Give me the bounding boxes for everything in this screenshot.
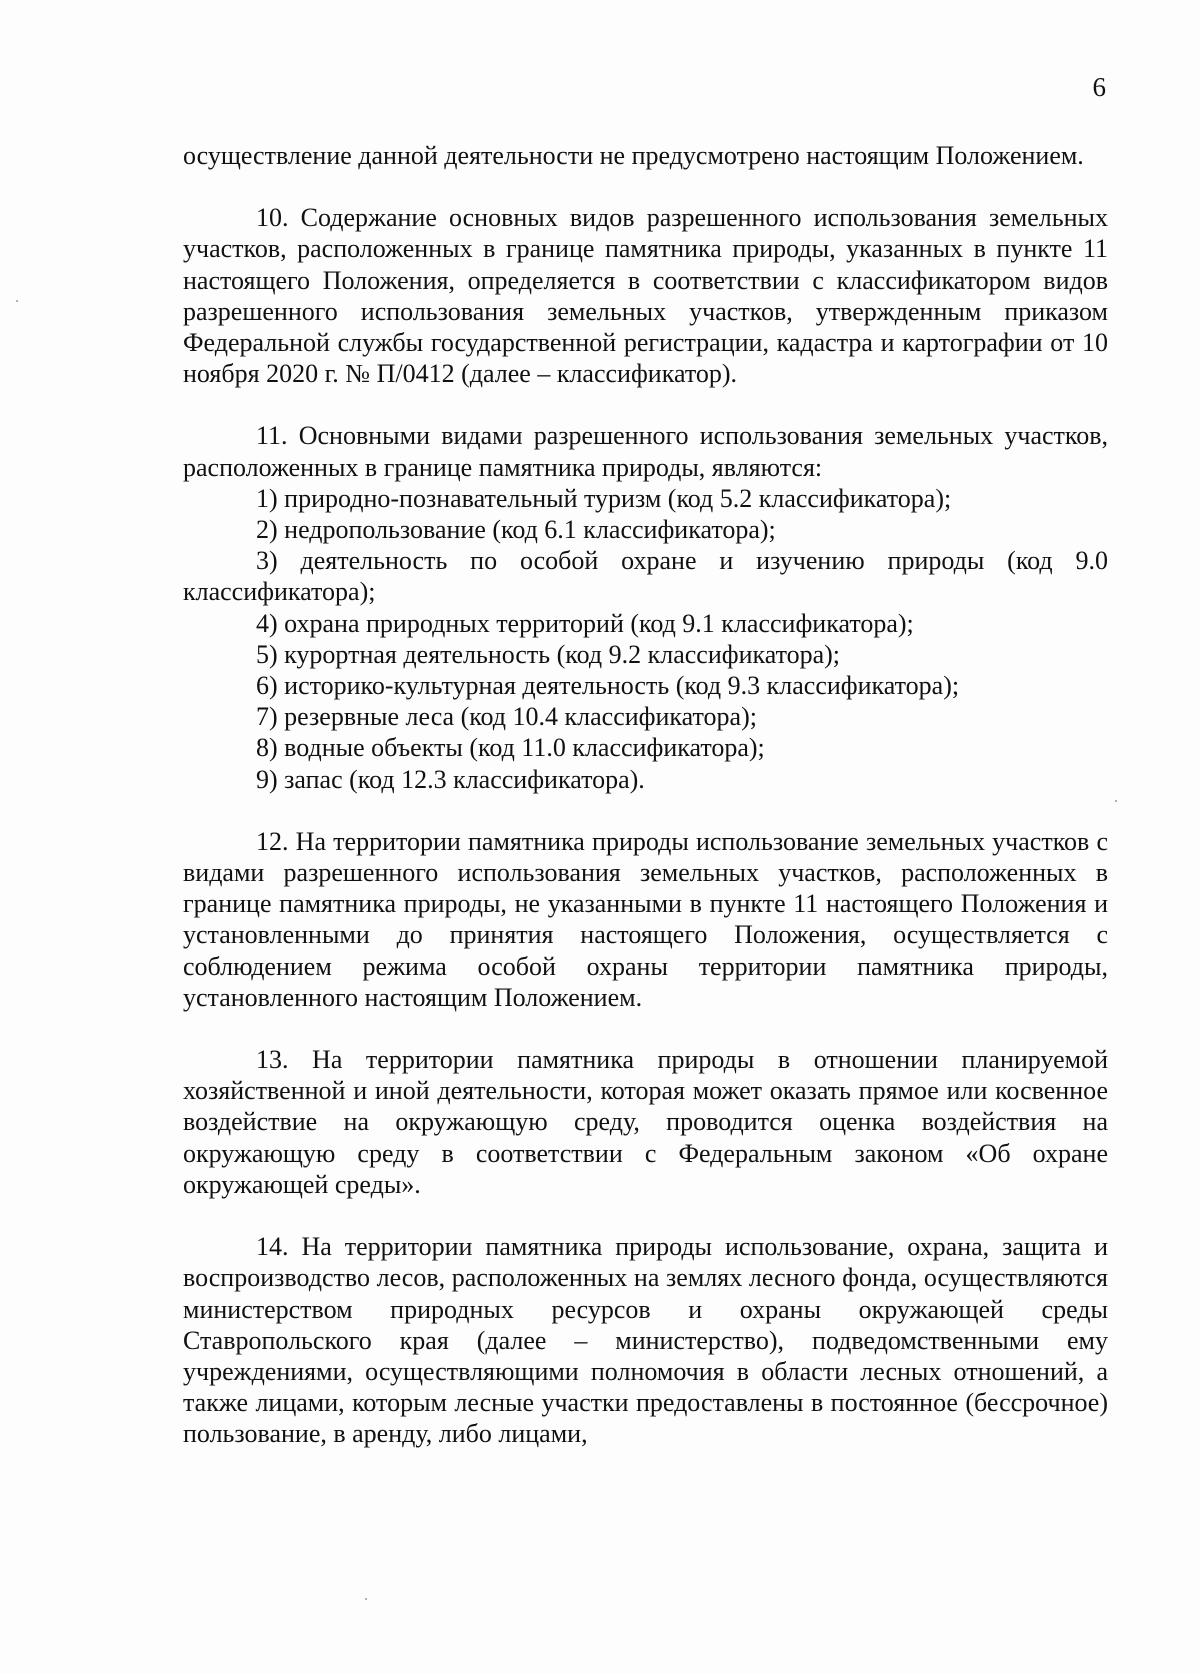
scan-speck <box>1115 800 1117 802</box>
document-body <box>183 140 1108 1450</box>
list-item: 1) природно-познавательный туризм (код 5.2 классификатора); <box>256 483 952 513</box>
page-number: 6 <box>1092 72 1106 102</box>
scan-speck <box>365 1598 367 1600</box>
continuation-paragraph: осуществление данной деятельности не предусмотрено настоящим Положением. <box>183 141 1084 170</box>
allowed-uses-list <box>183 483 1108 795</box>
list-item: 6) историко-культурная деятельность (код 9.3 классификатора); <box>256 671 960 701</box>
paragraph-13: 13. На территории памятника природы в отношении планируемой хозяйственной и иной деятельности, которая может оказать прямое или косвенное воздействие на окружающую среду, проводится оценка воздействия на окружающую среду в соответствии с Федеральным законом «Об охране окружающей среды». <box>183 1045 1108 1199</box>
list-item: 2) недропользование (код 6.1 классификатора); <box>256 515 776 545</box>
list-item: 5) курортная деятельность (код 9.2 классификатора); <box>256 639 841 669</box>
paragraph-14: 14. На территории памятника природы использование, охрана, защита и воспроизводство лесов, расположенных на землях лесного фонда, осуществляются министерством природных ресурсов и охраны окружающей среды Ставропольского края (далее – министерство), подведомственными ему учреждениями, осуществляющими полномочия в области лесных отношений, а также лицами, которым лесные участки предоставлены в постоянное (бессрочное) пользование, в аренду, либо лицами, <box>183 1232 1108 1449</box>
paragraph-12: 12. На территории памятника природы использование земельных участков с видами разрешенного использования земельных участков, расположенных в границе памятника природы, не указанными в пункте 11 настоящего Положения и установленными до принятия настоящего Положения, осуществляется с соблюдением режима особой охраны территории памятника природы, установленного настоящим Положением. <box>183 826 1108 1012</box>
paragraph-10: 10. Содержание основных видов разрешенного использования земельных участков, расположенных в границе памятника природы, указанных в пункте 11 настоящего Положения, определяется в соответствии с классификатором видов разрешенного использования земельных участков, утвержденным приказом Федеральной службы государственной регистрации, кадастра и картографии от 10 ноября 2020 г. № П/0412 (далее – классификатор). <box>183 203 1108 389</box>
list-item: 3) деятельность по особой охране и изучению природы (код 9.0 классификатора); <box>183 546 1108 607</box>
list-item: 7) резервные леса (код 10.4 классификатора); <box>256 702 757 732</box>
list-item: 9) запас (код 12.3 классификатора). <box>256 764 645 794</box>
list-item: 8) водные объекты (код 11.0 классификатора); <box>256 733 765 763</box>
paragraph-11-intro: 11. Основными видами разрешенного использования земельных участков, расположенных в границе памятника природы, являются: <box>183 421 1108 482</box>
scan-speck <box>16 300 18 302</box>
list-item: 4) охрана природных территорий (код 9.1 классификатора); <box>256 608 914 638</box>
